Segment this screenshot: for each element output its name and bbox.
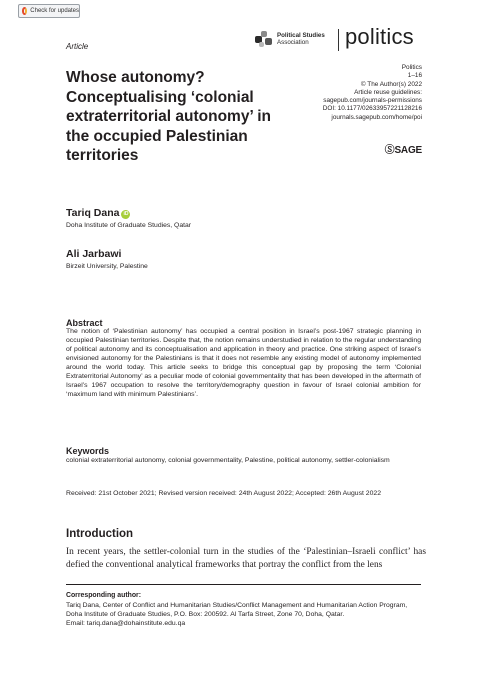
association-name-line1: Political Studies	[277, 32, 325, 39]
association-name-line2: Association	[277, 39, 309, 46]
meta-copyright: © The Author(s) 2022	[360, 80, 422, 88]
meta-pages: 1–16	[407, 72, 422, 80]
corresponding-author-address: Tariq Dana, Center of Conflict and Humanitarian Studies/Conflict Management and Humanitarian Action Program, Doha Institute of Graduate Studies, P.O. Box: 200592. Al Tarfa Street, Zone 70, Doha, Qatar.	[66, 602, 408, 618]
meta-reuse-link[interactable]: sagepub.com/journals-permissions	[323, 97, 422, 105]
introduction-heading: Introduction	[66, 528, 134, 540]
sage-logo-icon: Ⓢ	[384, 145, 395, 156]
association-mark-icon	[255, 30, 273, 48]
publisher-logo	[385, 141, 422, 156]
author-1-name: Tariq Dana	[66, 207, 120, 219]
article-title: Whose autonomy? Conceptualising ‘colonial extraterritorial autonomy’ in the occupied Palestinian territories	[66, 69, 271, 165]
corresponding-author-heading: Corresponding author:	[66, 592, 142, 599]
check-for-updates-badge[interactable]	[18, 4, 80, 18]
abstract-heading: Abstract	[66, 318, 103, 328]
article-metadata	[323, 64, 422, 122]
update-status-icon	[22, 7, 27, 15]
check-for-updates-label: Check for updates	[30, 8, 79, 14]
keywords-heading: Keywords	[66, 446, 110, 456]
corresponding-author-details	[66, 602, 421, 628]
author-2-affiliation: Birzeit University, Palestine	[66, 263, 148, 270]
journal-logo: politics	[345, 24, 414, 49]
article-type-label: Article	[66, 42, 89, 51]
meta-reuse-label: Article reuse guidelines:	[354, 88, 422, 96]
article-dates: Received: 21st October 2021; Revised version received: 24th August 2022; Accepted: 26th August 2022	[66, 490, 382, 497]
meta-doi[interactable]: DOI: 10.1177/02633957221128216	[322, 105, 422, 113]
abstract-text: The notion of ‘Palestinian autonomy’ has occupied a central position in Israel’s post-1967 strategic planning in occupied Palestinian territories. Despite that, the notion remains understudied in relation to the regular understanding of political autonomy and its conceptualisation and application in theory and practice. One striking aspect of Israel’s envisioned autonomy for the Palestinians is that it does not resemble any existing model of autonomy implemented around the world today. This article seeks to bridge this conceptual gap by proposing the term ‘Colonial Extraterritorial Autonomy’ as a peculiar mode of colonial governmentality that has been developed in the aftermath of Israel’s 1967 occupation to resolve the territory/demography question in favour of Israel colonial ambition for ‘maximum land with minimum Palestinians’.	[66, 328, 421, 398]
footnote-rule	[66, 584, 421, 585]
meta-journal: Politics	[401, 64, 422, 71]
corresponding-author-email[interactable]: Email: tariq.dana@dohainstitute.edu.qa	[66, 619, 186, 627]
introduction-text: In recent years, the settler-colonial turn in the studies of the ‘Palestinian–Israeli conflict’ has defied the conventional analytical frameworks that portray the conflict from the lens	[66, 547, 426, 571]
publisher-name: SAGE	[394, 145, 422, 156]
meta-journal-link[interactable]: journals.sagepub.com/home/poi	[331, 113, 422, 121]
author-1-affiliation: Doha Institute of Graduate Studies, Qatar	[66, 222, 192, 229]
author-name	[66, 207, 130, 219]
keywords-text: colonial extraterritorial autonomy, colonial governmentality, Palestine, political autonomy, settler-colonialism	[66, 457, 390, 464]
association-logo	[255, 30, 325, 48]
logo-divider	[338, 29, 339, 51]
orcid-icon[interactable]: iD	[123, 211, 129, 217]
author-2-name: Ali Jarbawi	[66, 248, 122, 260]
